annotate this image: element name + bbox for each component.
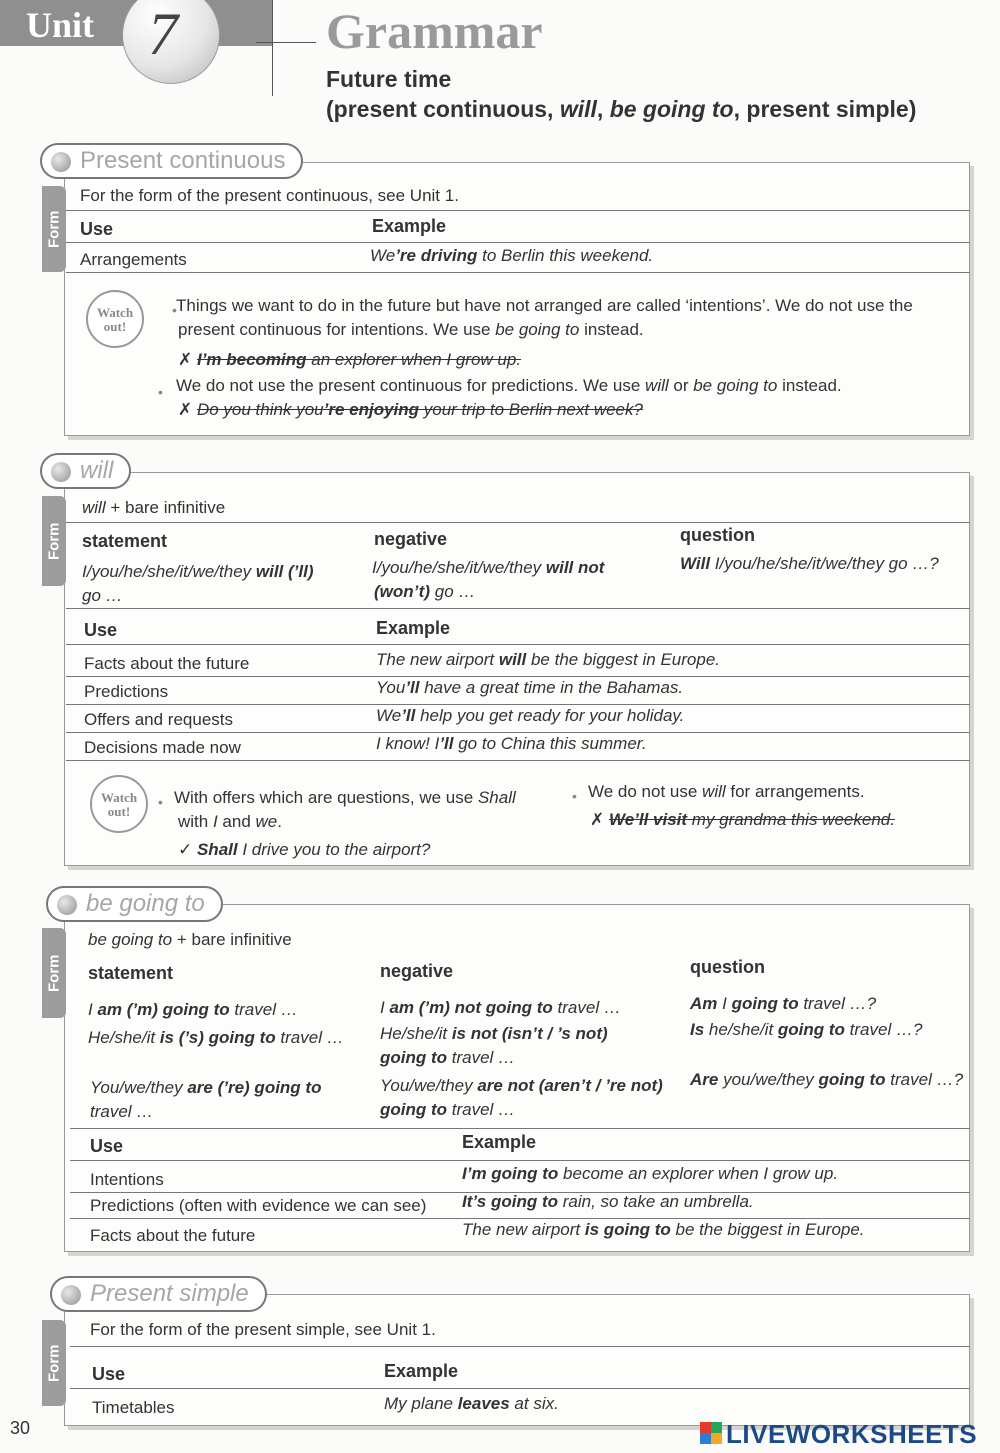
table-row-divider (70, 1218, 970, 1219)
statement-form-3: You/we/they are (’re) going to (90, 1078, 322, 1097)
form-note: For the form of the present continuous, see Unit 1. (80, 186, 459, 205)
negative-form: I/you/he/she/it/we/they will not (372, 558, 605, 577)
form-note: For the form of the present simple, see Unit 1. (90, 1320, 436, 1339)
negative-form-2: He/she/it is not (isn’t / ’s not) (380, 1024, 608, 1043)
example-cell: The new airport will be the biggest in Europe. (376, 650, 720, 669)
present-continuous-heading: Present continuous (40, 143, 303, 179)
header-divider-horizontal (256, 42, 316, 43)
liveworksheets-brand[interactable]: LIVEWORKSHEETS (726, 1419, 978, 1449)
watch-out-badge: Watch out! (86, 290, 144, 348)
use-cell: Predictions (84, 682, 169, 701)
example-cell: You’ll have a great time in the Bahamas. (376, 678, 684, 697)
form-divider (66, 210, 970, 211)
example-header: Example (376, 618, 451, 638)
form-tab: Form (42, 928, 66, 1018)
table-header-divider (66, 644, 970, 645)
statement-form-1: I am (’m) going to travel … (88, 1000, 298, 1019)
use-header: Use (80, 219, 114, 239)
unit-number: 7 (148, 1, 178, 67)
use-cell: Intentions (90, 1170, 164, 1189)
table-bottom-divider (66, 272, 970, 273)
watch-note-arrangements-example: ✗ We’ll visit my grandma this weekend. (590, 810, 895, 829)
watch-note-2-example: ✗ Do you think you’re enjoying your trip to Berlin next week? (178, 400, 643, 419)
watch-note-1-line1: Things we want to do in the future but have not arranged are called ‘intentions’. We do not use the (176, 296, 913, 315)
use-cell: Offers and requests (84, 710, 233, 729)
table-bottom-divider (66, 760, 970, 761)
example-cell: I’m going to become an explorer when I grow up. (462, 1164, 839, 1183)
example-header: Example (372, 216, 447, 236)
liveworksheets-logo-icon (700, 1422, 722, 1444)
table-header-divider (70, 1388, 970, 1389)
unit-label: Unit (26, 5, 95, 45)
use-header: Use (92, 1364, 126, 1384)
watch-note-shall: With offers which are questions, we use Shall (174, 788, 516, 807)
use-header: Use (84, 620, 118, 640)
page-title: Grammar (326, 3, 543, 59)
going-to-heading: be going to (46, 886, 223, 922)
negative-form-3: You/we/they are not (aren’t / ’re not) (380, 1076, 663, 1095)
example-cell: My plane leaves at six. (384, 1394, 559, 1413)
watch-note-arrangements: We do not use will for arrangements. (588, 782, 865, 801)
use-cell: Facts about the future (90, 1226, 256, 1245)
watch-note-shall-example: ✓ Shall I drive you to the airport? (178, 840, 431, 859)
subtitle-line2: (present continuous, will, be going to, present simple) (326, 96, 917, 122)
watch-note-2: We do not use the present continuous for predictions. We use will or be going to instead. (176, 376, 842, 395)
watch-note-1-line2: present continuous for intentions. We use be going to instead. (178, 320, 644, 339)
question-form-1: Am I going to travel …? (690, 994, 877, 1013)
subtitle-line1: Future time (326, 66, 452, 92)
use-cell: Decisions made now (84, 738, 241, 757)
bullet-disc-icon (57, 895, 77, 915)
use-cell: Arrangements (80, 250, 187, 269)
question-form-3: Are you/we/they going to travel …? (690, 1070, 964, 1089)
example-cell: I know! I’ll go to China this summer. (376, 734, 647, 753)
bullet-icon: • (158, 794, 163, 810)
form-bottom-divider (66, 608, 970, 609)
table-header-divider (66, 242, 970, 243)
negative-header: negative (374, 529, 448, 549)
form-divider (70, 1346, 970, 1347)
example-cell: We’re driving to Berlin this weekend. (370, 246, 654, 265)
watch-out-badge: Watch out! (90, 775, 148, 833)
bullet-disc-icon (61, 1285, 81, 1305)
example-cell: It’s going to rain, so take an umbrella. (462, 1192, 754, 1211)
question-form-2: Is he/she/it going to travel …? (690, 1020, 923, 1039)
bullet-icon: • (572, 788, 577, 804)
example-header: Example (462, 1132, 537, 1152)
watch-note-1-example: ✗ I’m becoming an explorer when I grow up. (178, 350, 522, 369)
example-cell: We’ll help you get ready for your holiday. (376, 706, 685, 725)
table-row-divider (66, 676, 970, 677)
use-cell: Timetables (92, 1398, 175, 1417)
use-cell: Predictions (often with evidence we can see) (90, 1196, 427, 1215)
statement-header: statement (82, 531, 168, 551)
present-simple-heading: Present simple (50, 1276, 267, 1312)
watch-note-shall-line2: with I and we. (178, 812, 282, 831)
question-header: question (680, 525, 755, 545)
bullet-disc-icon (51, 462, 71, 482)
form-bottom-divider (70, 1128, 970, 1129)
statement-form-3-line2: travel … (90, 1102, 154, 1121)
form-tab: Form (42, 186, 66, 272)
example-cell: The new airport is going to be the biggest in Europe. (462, 1220, 865, 1239)
going-to-formula: be going to + bare infinitive (88, 930, 292, 949)
statement-header: statement (88, 963, 174, 983)
negative-form-line2: (won’t) go … (374, 582, 476, 601)
form-tab: Form (42, 496, 66, 586)
table-row-divider (66, 704, 970, 705)
will-formula: will + bare infinitive (82, 498, 226, 517)
table-header-divider (70, 1160, 970, 1161)
page-number: 30 (10, 1418, 31, 1438)
negative-header: negative (380, 961, 454, 981)
table-row-divider (66, 732, 970, 733)
will-heading: will (40, 453, 131, 489)
bullet-disc-icon (51, 152, 71, 172)
formula-divider (66, 522, 970, 523)
negative-form-2-line2: going to travel … (380, 1048, 516, 1067)
statement-form-line2: go … (82, 586, 123, 605)
question-header: question (690, 957, 765, 977)
statement-form: I/you/he/she/it/we/they will (’ll) (82, 562, 314, 581)
header-divider (272, 0, 273, 96)
negative-form-1: I am (’m) not going to travel … (380, 998, 621, 1017)
statement-form-2: He/she/it is (’s) going to travel … (88, 1028, 344, 1047)
use-cell: Facts about the future (84, 654, 250, 673)
form-tab: Form (42, 1320, 66, 1406)
negative-form-3-line2: going to travel … (380, 1100, 516, 1119)
use-header: Use (90, 1136, 124, 1156)
bullet-icon: • (172, 302, 177, 318)
question-form: Will I/you/he/she/it/we/they go …? (680, 554, 939, 573)
bullet-icon: • (158, 384, 163, 400)
example-header: Example (384, 1361, 459, 1381)
